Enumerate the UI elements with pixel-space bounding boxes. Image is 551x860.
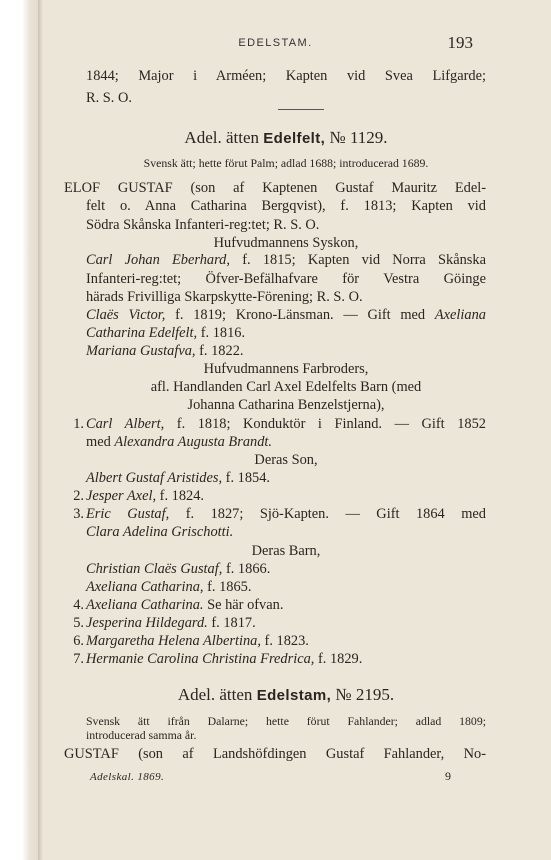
person-details: f. 1829. [314,651,363,667]
uncle-heading: Hufvudmannens Farbroders, [203,361,369,377]
family-intro: Svensk ätt; hette förut Palm; adlad 1688; introducerad 1689. [143,156,429,170]
head-line-2: felt o. Anna Catharina Bergqvist), f. 1813; Kapten vid [86,198,486,214]
page-shadow [38,0,43,860]
heading-prefix: Adel. ätten [184,128,260,147]
family-heading-edelstam [86,683,486,708]
person-name: Jesper Axel, [86,488,157,504]
family-number: № 1129. [329,128,388,147]
children-heading: Deras Barn, [251,543,321,559]
entry-number: 4. [73,597,84,613]
siblings-heading: Hufvudmannens Syskon, [213,235,359,251]
person-name: Axeliana Catharina, [86,579,204,595]
cousin-jesperina [86,614,486,633]
uncle-heading-line-3: Johanna Catharina Benzelstjerna), [187,397,385,413]
person-name: Claës Victor, [86,307,166,323]
entry-number: 2. [73,488,84,504]
spouse-name: Catharina Edelfelt, [86,325,198,341]
entry-number: 1. [73,416,84,432]
person-details: f. 1819; Krono-Länsman. — Gift med [165,307,435,323]
person-name: Carl Albert, [86,416,165,432]
book-gutter [0,0,38,860]
person-name: Christian Claës Gustaf, [86,561,223,577]
continuation-line-2: R. S. O. [86,90,132,106]
family-name: Edelfelt, [263,130,326,147]
family-heading-edelfelt [86,126,486,151]
head-line-3: Södra Skånska Infanteri-reg:tet; R. S. O. [86,217,320,233]
sibling-claes-line-2 [86,324,486,343]
person-details: f. 1854. [222,470,271,486]
cousin-eric-line-2 [86,523,486,542]
person-name: Albert Gustaf Aristides, [86,470,223,486]
entry-number: 7. [73,651,84,667]
head-line-1: ELOF GUSTAF (son af Kaptenen Gustaf Mauritz Edel- [64,180,486,196]
cousin-carl-albert-line-2 [86,433,486,452]
person-name: Hermanie Carolina Christina Fredrica, [86,651,315,667]
person-name: Mariana Gustafva, [86,343,196,359]
sibling-carl [86,251,486,270]
person-name: Eric Gustaf, [86,506,170,522]
person-details: f. 1818; Konduktör i Finland. — Gift 1852 [164,416,486,432]
person-details: f. 1823. [260,633,309,649]
footer-signature: Adelskal. 1869. [90,771,165,783]
person-details: f. 1866. [222,561,271,577]
family-intro-line-2: introducerad samma år. [86,728,197,742]
person-details: f. 1827; Sjö-Kapten. — Gift 1864 med [169,506,486,522]
page-number: 193 [447,33,473,52]
sibling-carl-line-2: Infanteri-reg:tet; Öfver-Befälhafvare för Vestra Göinge [86,271,486,287]
person-details: f. 1816. [197,325,246,341]
person-details: f. 1815; Kapten vid Norra Skånska [229,252,486,268]
uncle-heading-line-2: afl. Handlanden Carl Axel Edelfelts Barn (med [150,379,422,395]
person-details: f. 1822. [195,343,244,359]
person-name: Carl Johan Eberhard, [86,252,230,268]
cousin-jesper [86,487,486,506]
entry-number: 5. [73,615,84,631]
entry-number: 3. [73,506,84,522]
cousin-carl-albert [86,415,486,434]
grandchild-axeliana [86,578,486,597]
person-name: Margaretha Helena Albertina, [86,633,261,649]
cousin-margaretha [86,632,486,651]
person-details: f. 1865. [203,579,252,595]
edelstam-head-line: GUSTAF (son af Landshöfdingen Gustaf Fahlander, No- [64,746,486,762]
person-details: f. 1824. [156,488,205,504]
cousin-eric [86,505,486,524]
grandchild-christian [86,560,486,579]
grandchild-albert [86,469,486,488]
section-rule [278,109,324,110]
family-intro-line-1: Svensk ätt ifrån Dalarne; hette förut Fahlander; adlad 1809; [86,714,486,728]
spouse-name: Alexandra Augusta Brandt. [114,434,272,450]
son-heading: Deras Son, [254,452,318,468]
spouse-name: Clara Adelina Grischotti. [86,524,234,540]
family-name: Edelstam, [256,687,332,704]
person-details: f. 1817. [207,615,256,631]
text-fragment: med [86,434,115,450]
spouse-name: Axeliana [434,307,486,323]
sibling-carl-line-3: härads Frivilliga Skarpskytte-Förening; R. S. O. [86,289,363,305]
heading-prefix: Adel. ätten [177,685,253,704]
continuation-line-1: 1844; Major i Arméen; Kapten vid Svea Lifgarde; [86,68,486,84]
person-details: Se här ofvan. [203,597,284,613]
sibling-mariana [86,342,486,361]
person-name: Axeliana Catharina. [86,597,204,613]
family-number: № 2195. [335,685,395,704]
person-name: Jesperina Hildegard. [86,615,208,631]
entry-number: 6. [73,633,84,649]
sibling-claes [86,306,486,325]
footer-sheet-number: 9 [445,769,451,783]
cousin-hermanie [86,650,486,669]
running-title: EDELSTAM. [238,37,313,49]
cousin-axeliana [86,596,486,615]
